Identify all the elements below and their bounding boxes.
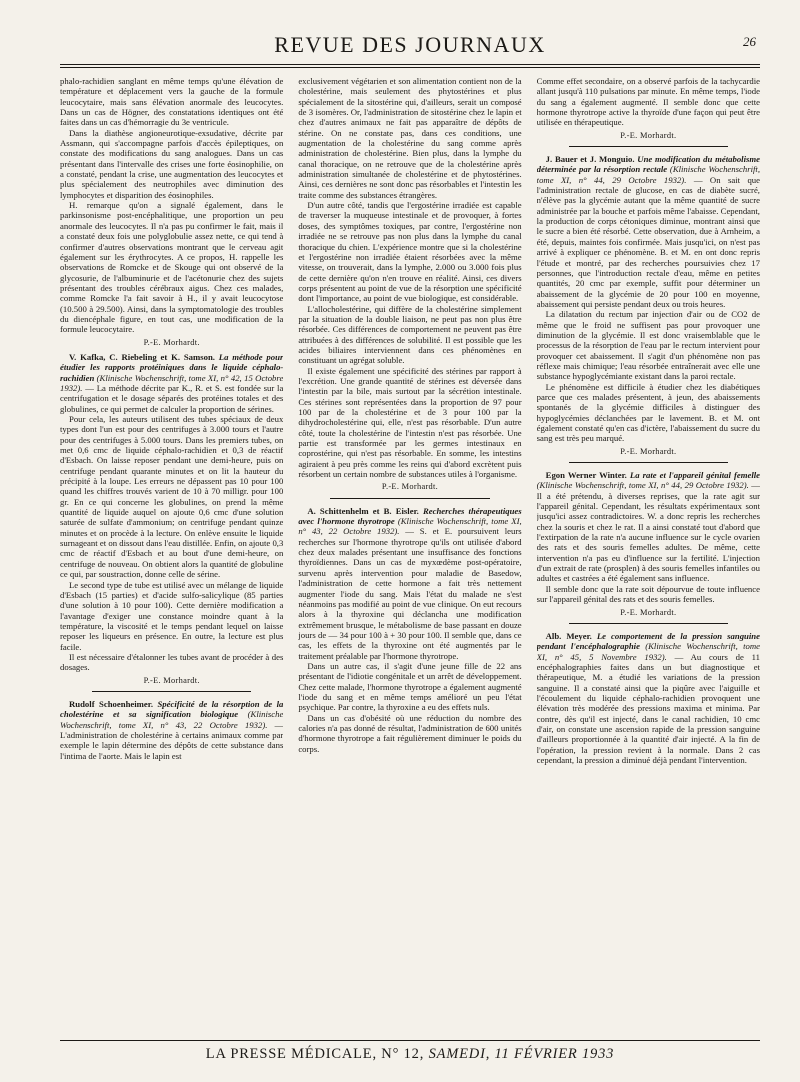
article-body: — S. et E. poursuivent leurs recherches sur l'hormone thyrotrope qu'ils ont utilisée d'abord chez deux malades présentant une insuffisance des fonctions thyroïdiennes. Dans un cas de myxœdème post-opératoire, survenu après intervention pour maladie de Basedow, l'administration de cette hormone a fait très nettement augmenter l'iode du sang. Mais l'état du malade ne s'est néanmoins pas modifié au point de vue clinique. On eut recours alors à la thyroxine qui déclancha une modification extrêmement brusque, le métabolisme de base passant en douze jours de — 34 pour 100 à + 30 pour 100. Il semble que, dans ce cas, les effets de la thyroxine ont été augmentés par le traitement préalable par l'hormone thyrotrope.: [298, 526, 522, 661]
article-reference: (Klinische Wochenschrift, tome XI, n° 44, 29 Octobre 1932).: [536, 480, 749, 491]
article-entry: [537, 631, 760, 765]
article-authors: Egon Werner Winter.: [545, 470, 627, 481]
article-reference: (Klinische Wochenschrift, tome XI, n° 43, 22 Octobre 1932).: [60, 709, 284, 730]
paragraph: Il semble donc que la rate soit dépourvue de toute influence sur l'appareil génital des rats et des souris femelles.: [536, 583, 760, 605]
paragraph: La dilatation du rectum par injection d'air ou de CO2 de même que le froid ne suffisent pas pour provoquer une diminution de la glycémie. Il est donc vraisemblable que le processus de la résorption de l'eau par le rectum intervient pour provoquer cet abaissement. Il s'agit d'un phénomène non pas réflexe mais chimique; l'eau résorbée entraînerait avec elle une substance hypoglycémiante existant dans la paroi rectale.: [536, 309, 760, 382]
article-body: — L'administration de cholestérine à certains animaux comme par exemple le lapin détermine des dépôts de cette substance dans l'intima de l'aorte. Mais le lapin est: [60, 719, 284, 761]
article-reference: (Klinische Wochenschrift, tome XI, n° 43, 22 Octobre 1932).: [298, 516, 522, 537]
article-separator: [330, 498, 489, 499]
paragraph: phalo-rachidien sanglant en même temps qu'une élévation de température et déplacement vers la gauche de la formule leucocytaire, mais sans élévation anormale des leucocytes. Dans un cas de Högner, des constatations identiques ont été faites dans un cas d'hémorragie du 3e ventricule.: [60, 76, 284, 128]
text-columns: [60, 76, 760, 1036]
article-title: Une modification du métabolisme déterminée par la résorption rectale: [536, 154, 760, 175]
paragraph: Le second type de tube est utilisé avec un mélange de liquide d'Esbach (15 parties) et d'acide sulfo-salicylique (85 parties d'une solution à 10 pour 100). Cette dernière modification a l'avantage d'exiger une constance moindre quant à la température, la viscosité et le temps pendant lequel on laisse reposer les liqueurs en présence. En outre, la lecture est plus facile.: [60, 579, 284, 652]
article-entry: [60, 699, 283, 761]
article-title: Spécificité de la résorption de la cholestérine et sa signification biologique: [60, 698, 284, 720]
article-authors: A. Schittenhelm et B. Eisler.: [307, 505, 419, 516]
paragraph: Il est nécessaire d'étalonner les tubes avant de procéder à des dosages.: [60, 651, 284, 673]
article-separator: [569, 146, 728, 147]
paragraph: D'un autre côté, tandis que l'ergostérine irradiée est capable de traverser la muqueuse intestinale et de provoquer, à fortes doses, des symptômes toxiques, par contre, l'ergostérine non irradiée ne se retrouve pas non plus dans la lymphe du canal thoracique du chien. L'expérience montre que si la cholestérine et l'ergostérine non irradiée étaient résorbées avec la même vitesse, on trouverait, dans la lymphe, 2.000 ou 3.000 fois plus de cette dernière qu'on n'en trouve en réalité. Ainsi, ces divers corps présentent au point de vue de la résorption une spécificité dont l'importance, au point de vue biologique, est considérable.: [298, 200, 522, 304]
page-number: 26: [743, 34, 756, 49]
article-authors: Alb. Meyer.: [545, 630, 592, 641]
article-title: Le comportement de la pression sanguine pendant l'encéphalographie: [536, 630, 760, 652]
paragraph: Pour cela, les auteurs utilisent des tubes spéciaux de deux types dont l'un est pour des centrifuges à 3.000 tours et l'autre pour des centrifuges à 5.000 tours. Dans les premiers tubes, on met 0,6 cmc de liquide céphalo-rachidien et 0,3 de réactif d'Esbach. On laisse reposer pendant une demi-heure, puis on centrifuge pendant quarante minutes et on lit la hauteur du précipité à la loupe. Les erreurs ne dépassent pas 10 pour 100 quand les chiffres trouvés varient de 10 à 70 milligr. pour 100 gr. En ce qui concerne les globulines, on prend la même quantité de liquide auquel on ajoute 0,6 cmc d'une solution saturée de sulfate d'ammonium; on centrifuge pendant quinze minutes et on procède à la lecture. On enlève ensuite le liquide surnageant et on dissout dans l'eau distillée. Enfin, on ajoute 0,3 cmc de réactif d'Esbach et au bout d'une demi-heure, on centrifuge de nouveau. On obtient alors la quantité de globuline ce qui, par soustraction, donne celle de sérine.: [60, 414, 284, 580]
article-authors: V. Kafka, C. Riebeling et K. Samson.: [69, 351, 215, 362]
article-title: La rate et l'appareil génital femelle: [629, 470, 760, 481]
article-entry: [537, 470, 760, 584]
paragraph: Il existe également une spécificité des stérines par rapport à l'excrétion. Une grande quantité de stérines est déversée dans l'intestin par la bile, mais surtout par la sécrétion intestinale. Ces stérines sont représentées dans la proportion de 97 pour 100 par de la cholestérine et de 3 pour 100 par la dihydrocholestérine qui, elle, n'est pas résorbable. D'un autre côté, toute la cholestérine de l'intestin n'est pas résorbée. Une partie est transformée par les germes intestinaux en coprostérine, qui n'est pas résorbable. En somme, les intestins agiraient à peu près comme les reins qui d'abord excrètent puis résorbent un certain nombre de substances utiles à l'organisme.: [298, 365, 522, 480]
article-body: — Il a été prétendu, à diverses reprises, que la rate agit sur l'appareil génital. Cependant, les résultats expérimentaux sont jusqu'ici assez contradictoires. W. a donc repris les recherches chez la souris et chez le rat. Il a ainsi constaté tout d'abord que l'extirpation de la rate n'a aucune influence sur le cycle ovarien des rats et des souris femelles adultes. De même, cette intervention n'a pas eu d'influence sur la fertilité. L'injection d'un extrait de rate (prosplen) à des souris femelles infantiles ou adultes et castrées a été également sans influence.: [536, 480, 760, 584]
paragraph: exclusivement végétarien et son alimentation contient non de la cholestérine, mais seulement des phytostérines et plus spécialement de la sitostérine qui, d'ailleurs, serait un composé de 3 isomères. Or, l'administration de sitostérine chez le lapin et chez d'autres animaux ne fait pas apparaître de dépôts de stérine. On ne constate pas, dans ces conditions, une augmentation de la cholestérine du sang comme après administration de cholestérine. Bien plus, dans la lymphe du canal thoracique, on ne retrouve que de la cholestérine après administration simultanée de cholestérine et de phytostérines. Ainsi, ces dernières ne sont donc pas résorbables et l'intestin les traite comme des substances étrangères.: [298, 76, 522, 200]
article-reference: (Klinische Wochenschrift, tome XI, n° 42, 15 Octobre 1932).: [60, 372, 284, 393]
article-authors: Rudolf Schoenheimer.: [69, 698, 153, 709]
footer-date: SAMEDI, 11 FÉVRIER 1933: [428, 1046, 615, 1062]
article-separator: [569, 623, 728, 624]
article-body: — On sait que l'administration rectale de glucose, en cas de diabète sucré, n'élève pas la glycémie autant que la même quantité de sucre administrée par la bouche et parfois même l'abaisse. Cependant, la production de corps cétoniques diminue, montrant ainsi que le sucre a bien été résorbé. Cette observation, due à Arnheim, a été, depuis, maintes fois confirmée. Mais jusqu'ici, on n'est pas arrivé à expliquer ce phénomène. B. et M. en ont donc repris l'étude et montré, par des recherches poursuivies chez 17 personnes, que l'introduction rectale d'eau, même en petites quantités, 20 cmc par exemple, suffit pour déterminer un abaissement de la glycémie de 20 pour 100 en moyenne, abaissement qui persiste pendant deux ou trois heures.: [536, 174, 760, 309]
reviewer-signature: P.-E. Morhardt.: [620, 130, 677, 140]
article-reference: (Klinische Wochenschrift, tome XI, n° 45, 5 Novembre 1932).: [536, 641, 760, 662]
paragraph: Le phénomène est difficile à étudier chez les diabétiques parce que ces malades présentent, à jeun, des abaissements spontanés de la glycémie difficiles à distinguer des hypoglycémies déclanchées par le lavement. B. et M. ont également constaté qu'en cas d'ictère, l'abaissement du sucre du sang est très peu marqué.: [536, 381, 760, 444]
paragraph: L'allocholestérine, qui diffère de la cholestérine simplement par la situation de la double liaison, ne peut pas non plus être résorbée. Ces différences de comportement ne peuvent pas être attribuées à des différences de solubilité. Il est possible que les acides biliaires interviennent dans ces phénomènes en constituant un agrégat soluble.: [298, 303, 522, 366]
paragraph: Dans un autre cas, il s'agit d'une jeune fille de 22 ans présentant de l'idiotie congénitale et un arrêt de développement. Chez cette malade, l'hormone thyrotrope a également augmenté l'iode du sang et en même temps amélioré un peu l'état psychique. Par contre, la thyroxine a eu des effets nuls.: [298, 660, 522, 713]
article-body: — La méthode décrite par K., R. et S. est fondée sur la centrifugation et le dosage séparés des protéines totales et des globulines, ce qui permet de calculer la proportion de sérines.: [60, 382, 284, 414]
page-header: [60, 30, 760, 65]
article-authors: J. Bauer et J. Monguio.: [545, 154, 635, 165]
article-separator: [92, 691, 251, 692]
article-reference: (Klinische Wochenschrift, tome XI, n° 44, 29 Octobre 1932).: [536, 164, 760, 185]
reviewer-signature: P.-E. Morhardt.: [143, 337, 200, 347]
column-2: [298, 76, 521, 1036]
article-body: — Au cours de 11 encéphalographies faites dans un but diagnostique et thérapeutique, M. a étudié les variations de la pression sanguine. Il a constaté ainsi que la piqûre avec l'aiguille et l'écoulement du liquide céphalo-rachidien provoquent une élévation très modérée des pressions maxima et minima. Par contre, dès qu'il est injecté, dans le canal rachidien, 10 cmc d'air, on constate une ascension rapide de la pression sanguine d'ailleurs proportionnée à la quantité d'air injecté. A la fin de l'opération, la pression revient à la normale. Dans 2 cas cependant, la pression a diminué déjà pendant l'intervention.: [536, 651, 760, 765]
article-entry: [537, 154, 760, 309]
paragraph: H. remarque qu'on a signalé également, dans le parkinsonisme post-encéphalitique, une proportion un peu anormale des leucocytes. Il n'a pas pu confirmer le fait, mais il a constaté deux fois une polyglobulie assez nette, ce qui tend à confirmer d'autres observations montrant que le cerveau agit également sur les érythrocytes. A ce propos, H. rappelle les observations de Romcke et de Skouge qui ont observé de la glycosurie, de l'albuminurie et de l'acétonurie chez des sujets présentant des troubles cérébraux aigus. Chez ces malades, comme Romcke l'a fait savoir à H., il y avait leucocytose (10.500 à 29.500). Ainsi, dans la symptomatologie des troubles du diencéphale figure, en tout cas, une modification de la formule leucocytaire.: [60, 200, 284, 335]
article-title: Recherches thérapeutiques avec l'hormone thyrotrope: [298, 505, 522, 527]
column-1: [60, 76, 283, 1036]
article-separator: [569, 462, 728, 463]
article-entry: [60, 352, 283, 414]
paragraph: Dans un cas d'obésité où une réduction du nombre des calories n'a pas donné de résultat, l'administration de 600 unités d'hormone thyrotrope a fait régulièrement diminuer le poids du corps.: [298, 712, 522, 754]
column-3: [537, 76, 760, 1036]
journal-title: REVUE DES JOURNAUX: [274, 32, 546, 57]
footer-masthead: [60, 1046, 760, 1063]
footer-journal-issue: LA PRESSE MÉDICALE, N° 12,: [205, 1046, 425, 1062]
paragraph: Comme effet secondaire, on a observé parfois de la tachycardie allant jusqu'à 110 pulsations par minute. En même temps, l'iode du sang a également augmenté. Il semble donc que cette hormone thyrotrope active la thyroïde d'une façon qui peut être utilisée en thérapeutique.: [536, 76, 760, 128]
reviewer-signature: P.-E. Morhardt.: [143, 675, 200, 685]
article-entry: [298, 506, 521, 661]
reviewer-signature: P.-E. Morhardt.: [381, 482, 439, 492]
reviewer-signature: P.-E. Morhardt.: [620, 446, 677, 456]
paragraph: Dans la diathèse angioneurotique-exsudative, décrite par Assmann, qui s'accompagne parfois d'accès épileptiques, on constate des modifications du sang analogues. Dans un cas présentant dans l'intervalle des crises une forte éosinophilie, on a constaté, pendant la crise, une augmentation des leucocytes et plus spécialement des neutrophiles avec diminution des lymphocytes et disparition des éosinophiles.: [60, 127, 284, 200]
reviewer-signature: P.-E. Morhardt.: [620, 607, 677, 617]
article-title: La méthode pour étudier les rapports protéiniques dans le liquide céphalo-rachidien: [60, 351, 284, 383]
page-footer: [60, 1040, 760, 1069]
